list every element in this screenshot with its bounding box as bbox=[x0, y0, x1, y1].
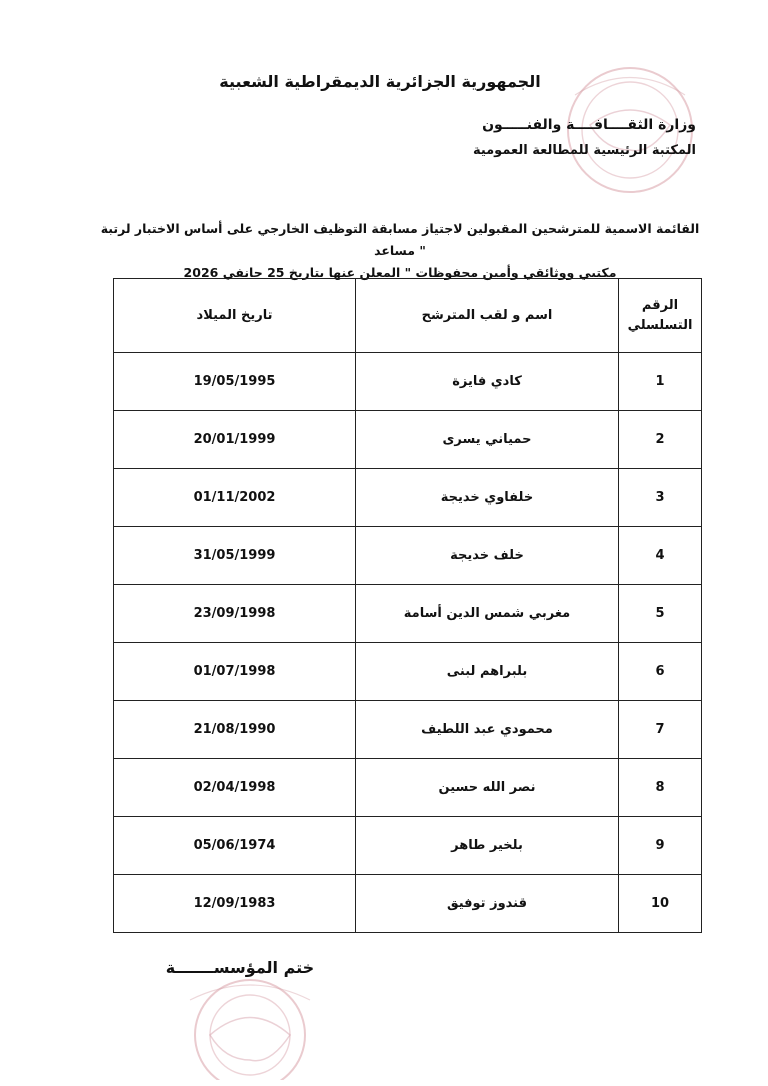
table-row bbox=[114, 875, 702, 933]
row-birth-date: 12/09/1983 bbox=[114, 875, 356, 933]
table-row bbox=[114, 469, 702, 527]
row-serial-number: 7 bbox=[619, 701, 702, 759]
row-birth-date: 02/04/1998 bbox=[114, 759, 356, 817]
row-birth-date: 31/05/1999 bbox=[114, 527, 356, 585]
official-stamp-bottom bbox=[170, 975, 330, 1080]
row-candidate-name: بلبراهم لبنى bbox=[356, 643, 619, 701]
table-row bbox=[114, 527, 702, 585]
row-birth-date: 01/11/2002 bbox=[114, 469, 356, 527]
row-serial-number: 5 bbox=[619, 585, 702, 643]
republic-heading: الجمهورية الجزائرية الديمقراطية الشعبية bbox=[219, 72, 541, 91]
table-row bbox=[114, 701, 702, 759]
row-serial-number: 1 bbox=[619, 353, 702, 411]
row-serial-number: 6 bbox=[619, 643, 702, 701]
row-serial-number: 8 bbox=[619, 759, 702, 817]
header-birth-date: تاريخ الميلاد bbox=[114, 279, 356, 353]
list-title-line-2: مكتبي ووثائقي وأمين محفوظات " المعلن عنها بتاريخ 25 جانفي 2026 bbox=[183, 265, 617, 280]
row-birth-date: 23/09/1998 bbox=[114, 585, 356, 643]
table-row bbox=[114, 411, 702, 469]
header-serial-line-2: التسلسلي bbox=[627, 317, 693, 333]
row-serial-number: 4 bbox=[619, 527, 702, 585]
library-name: المكتبة الرئيسية للمطالعة العمومية bbox=[472, 143, 696, 158]
candidates-table bbox=[113, 278, 702, 933]
table-row bbox=[114, 759, 702, 817]
table-row bbox=[114, 643, 702, 701]
row-birth-date: 05/06/1974 bbox=[114, 817, 356, 875]
row-candidate-name: خلفاوي خديجة bbox=[356, 469, 619, 527]
row-serial-number: 9 bbox=[619, 817, 702, 875]
row-birth-date: 19/05/1995 bbox=[114, 353, 356, 411]
table-header-row bbox=[114, 279, 702, 353]
institution-seal-label: ختم المؤسســـــــة bbox=[165, 958, 315, 977]
row-serial-number: 3 bbox=[619, 469, 702, 527]
list-title-line-1: القائمة الاسمية للمترشحين المقبولين لاجتياز مسابقة التوظيف الخارجي على أساس الاختبار لرتبة " مساعد bbox=[100, 221, 700, 258]
row-candidate-name: مغربي شمس الدين أسامة bbox=[356, 585, 619, 643]
table-row bbox=[114, 585, 702, 643]
ministry-name: وزارة الثقــــافــــة والفنـــــون bbox=[482, 117, 696, 133]
row-candidate-name: محمودي عبد اللطيف bbox=[356, 701, 619, 759]
row-birth-date: 01/07/1998 bbox=[114, 643, 356, 701]
table-row bbox=[114, 817, 702, 875]
row-candidate-name: حمياني يسرى bbox=[356, 411, 619, 469]
row-candidate-name: قندوز توفيق bbox=[356, 875, 619, 933]
header-serial-number bbox=[619, 279, 702, 353]
list-title bbox=[100, 218, 700, 284]
header-candidate-name: اسم و لقب المترشح bbox=[356, 279, 619, 353]
row-candidate-name: كادي فايزة bbox=[356, 353, 619, 411]
row-candidate-name: نصر الله حسين bbox=[356, 759, 619, 817]
row-serial-number: 10 bbox=[619, 875, 702, 933]
header-serial-line-1: الرقم bbox=[641, 297, 679, 313]
row-candidate-name: بلخير طاهر bbox=[356, 817, 619, 875]
row-birth-date: 21/08/1990 bbox=[114, 701, 356, 759]
table-row bbox=[114, 353, 702, 411]
row-birth-date: 20/01/1999 bbox=[114, 411, 356, 469]
row-serial-number: 2 bbox=[619, 411, 702, 469]
row-candidate-name: خلف خديجة bbox=[356, 527, 619, 585]
